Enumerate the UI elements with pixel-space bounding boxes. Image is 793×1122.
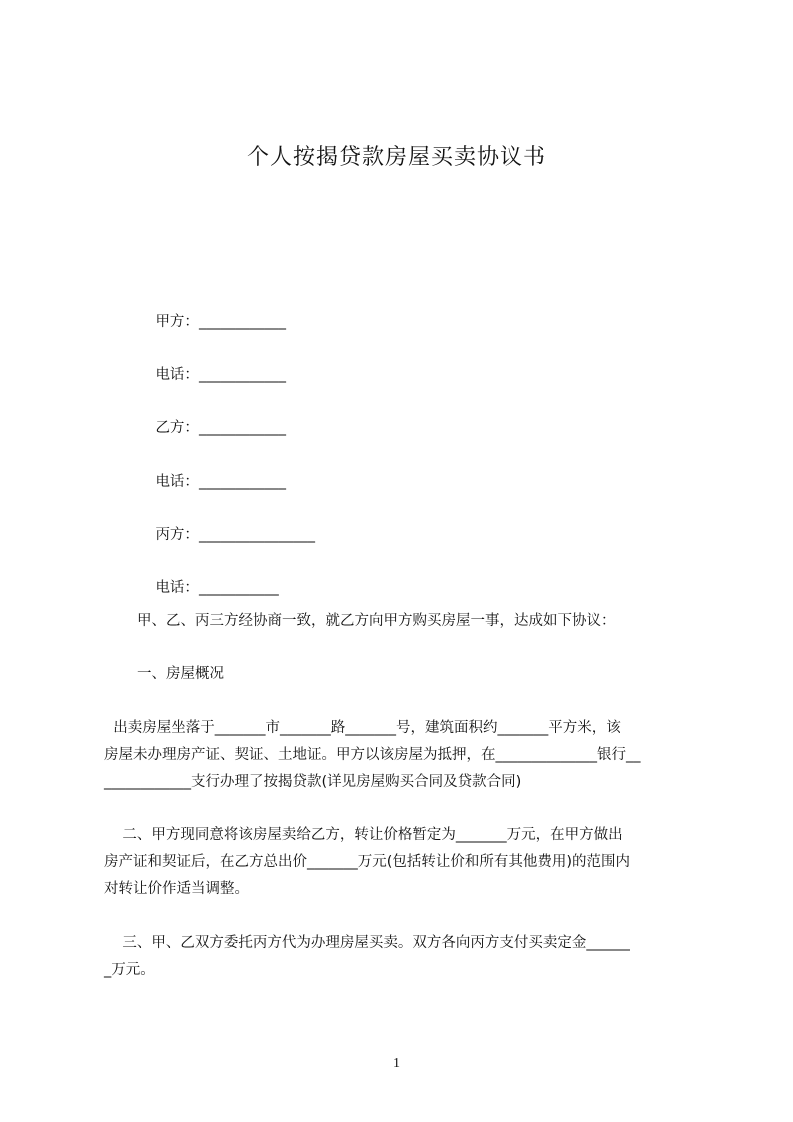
section-1-line-3: ____________支行办理了按揭贷款(详见房屋购买合同及贷款合同) [104, 774, 522, 790]
intro-paragraph: 甲、乙、丙三方经协商一致，就乙方向甲方购买房屋一事，达成如下协议： [137, 613, 616, 629]
section-1-heading: 一、房屋概况 [137, 666, 224, 682]
party-b-blank: ____________ [198, 420, 286, 436]
party-a-phone-blank: ____________ [198, 367, 286, 383]
section-2-line-1: 二、甲方现同意将该房屋卖给乙方，转让价格暂定为_______万元，在甲方做出 [104, 827, 623, 843]
section-1-line-2: 房屋未办理房产证、契证、土地证。甲方以该房屋为抵押，在______________银行__ [104, 747, 641, 763]
party-c-label: 丙方： [155, 527, 199, 543]
party-c-phone-blank: ___________ [198, 580, 279, 596]
party-a-phone-label: 电话： [155, 367, 199, 383]
party-b-label: 乙方： [155, 420, 199, 436]
party-b-field [137, 398, 286, 458]
party-a-blank: ____________ [198, 314, 286, 330]
party-c-field [137, 505, 315, 565]
section-3-line-1: 三、甲、乙双方委托丙方代为办理房屋买卖。双方各向丙方支付买卖定金______ [104, 935, 630, 951]
party-b-phone-label: 电话： [155, 474, 199, 490]
party-b-phone-blank: ____________ [198, 474, 286, 490]
section-2-line-3: 对转让价作适当调整。 [104, 881, 249, 897]
page-number: 1 [393, 1056, 400, 1071]
party-b-phone-field [137, 452, 286, 512]
document-title: 个人按揭贷款房屋买卖协议书 [246, 145, 546, 170]
party-c-phone-field [137, 558, 279, 618]
section-2-line-2: 房产证和契证后，在乙方总出价_______万元(包括转让价和所有其他费用)的范围内 [104, 854, 631, 870]
party-a-label: 甲方： [155, 314, 199, 330]
party-a-phone-field [137, 345, 286, 405]
party-c-blank: ________________ [198, 527, 315, 543]
section-1-line-1: 出卖房屋坐落于_______市_______路_______号，建筑面积约_______平方米，该 [104, 720, 621, 736]
party-c-phone-label: 电话： [155, 580, 199, 596]
party-a-field [137, 292, 286, 352]
section-3-line-2: _万元。 [104, 962, 155, 978]
